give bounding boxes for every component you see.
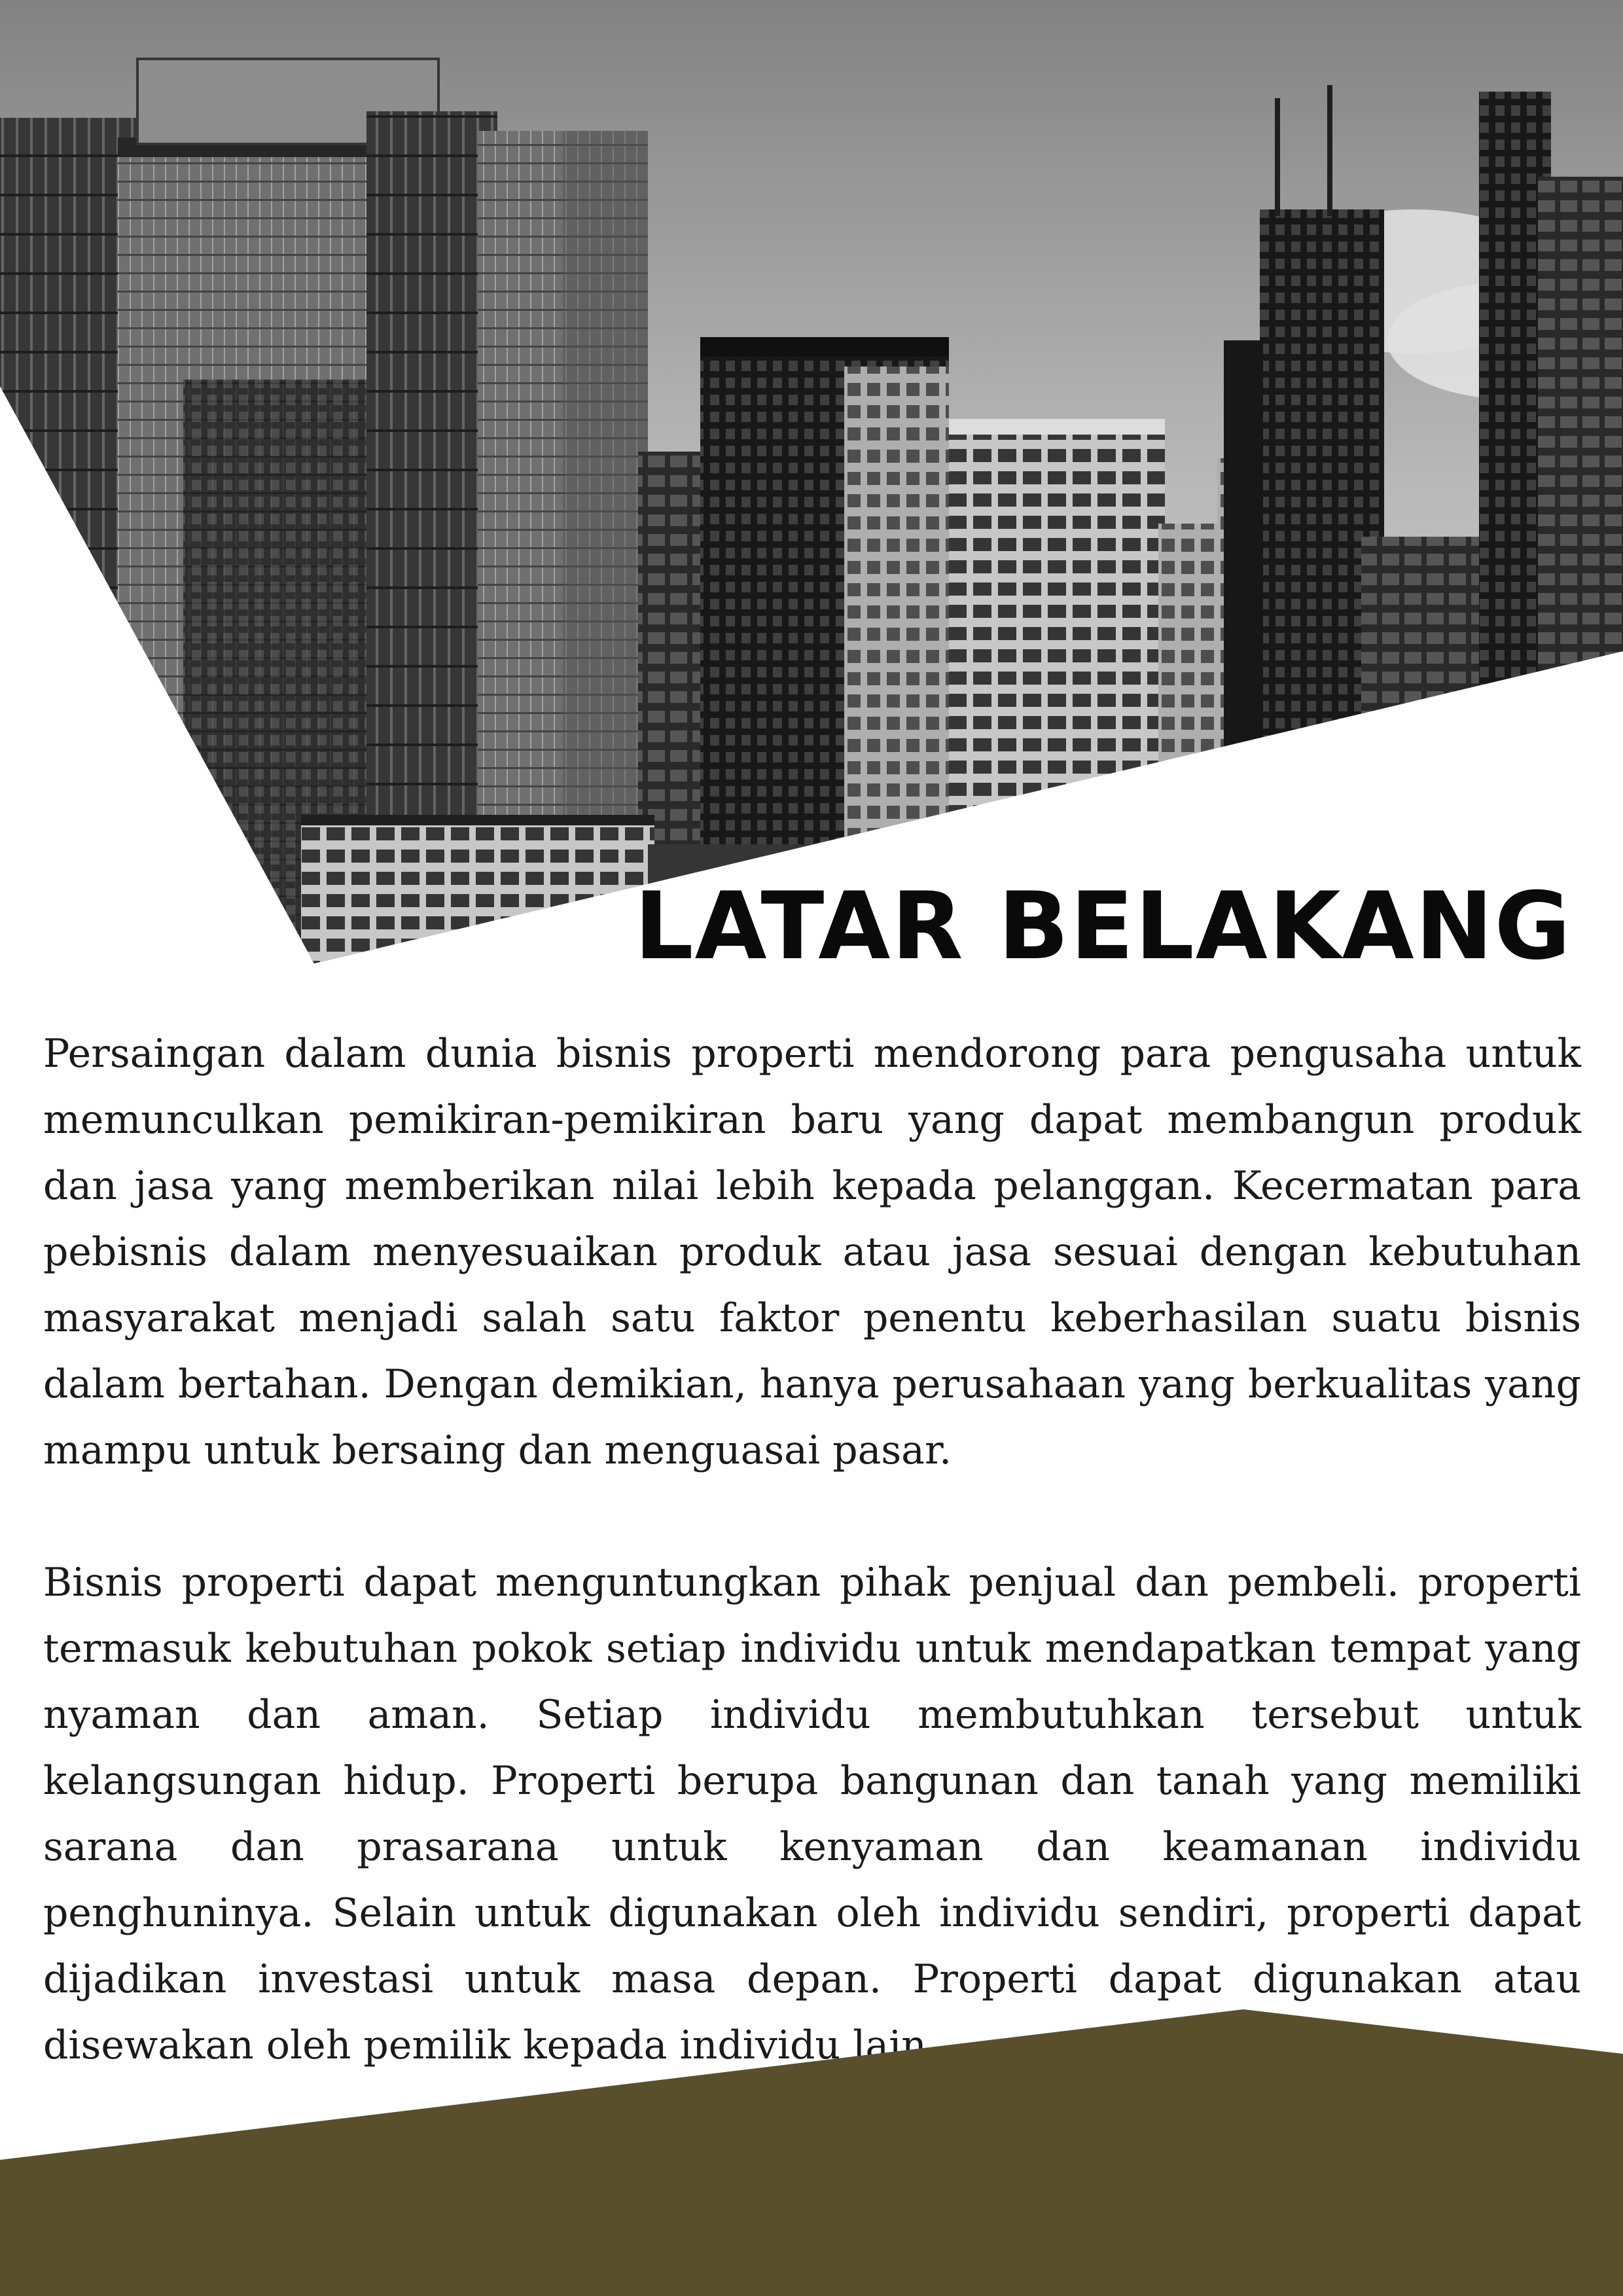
paragraph-1: Persaingan dalam dunia bisnis properti mendorong para pengusaha untuk memunculkan pemikiran-pemikiran baru yang dapat membangun produk dan jasa yang memberikan nilai lebih kepada pelanggan. Kecermatan para pebisnis dalam menyesuaikan produk atau jasa sesuai dengan kebutuhan masyarakat menjadi salah satu faktor penentu keberhasilan suatu bisnis dalam bertahan. Dengan demikian, hanya perusahaan yang berkualitas yang mampu untuk bersaing dan menguasai pasar. <box>43 1031 1581 1473</box>
body-text <box>43 1021 1581 2145</box>
page-title: LATAR BELAKANG <box>634 872 1572 980</box>
footer-accent-shape <box>0 2009 1623 2296</box>
footer-accent-band <box>0 1990 1623 2296</box>
paragraph-2: Bisnis properti dapat menguntungkan pihak penjual dan pembeli. properti termasuk kebutuhan pokok setiap individu untuk mendapatkan tempat yang nyaman dan aman. Setiap individu membutuhkan tersebut untuk kelangsungan hidup. Properti berupa bangunan dan tanah yang memiliki sarana dan prasarana untuk kenyaman dan keamanan individu penghuninya. Selain untuk digunakan oleh individu sendiri, properti dapat dijadikan investasi untuk masa depan. Properti dapat digunakan atau disewakan oleh pemilik kepada individu lain <box>43 1560 1581 2068</box>
city-skyline-photo <box>0 0 1623 969</box>
